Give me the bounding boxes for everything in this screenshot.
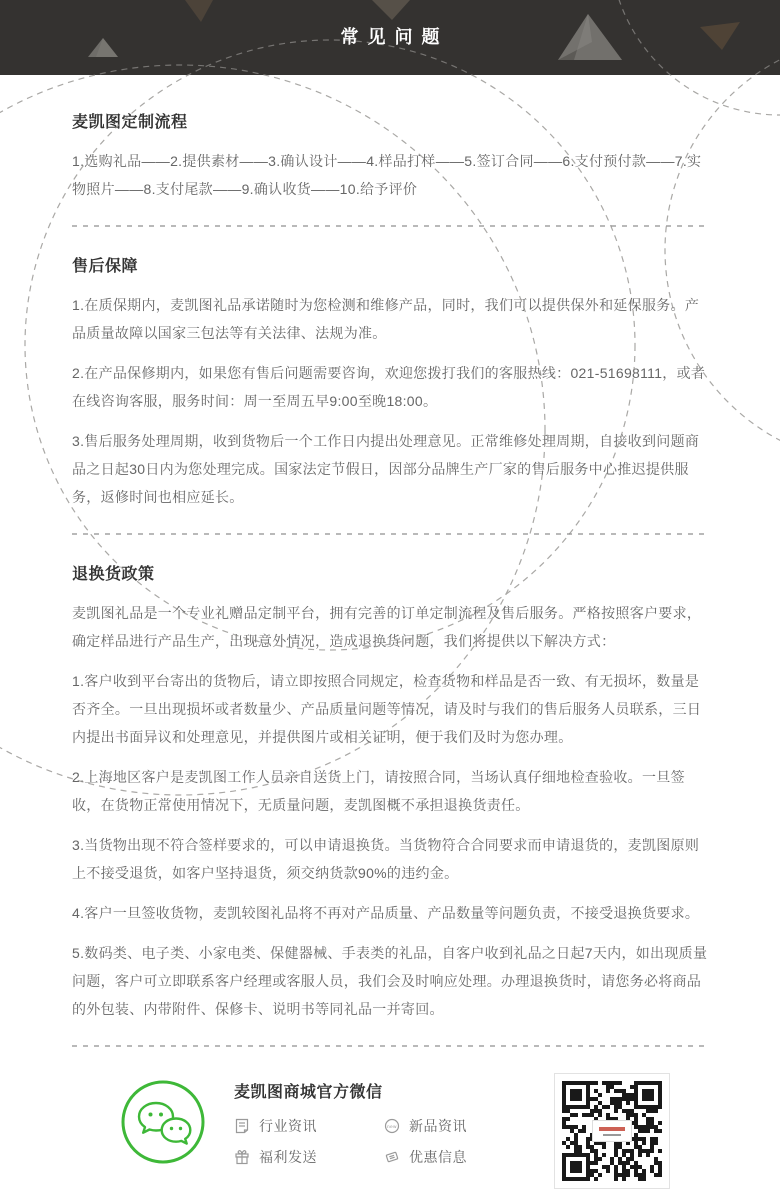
dashed-divider [72,1045,708,1047]
section-heading: 退换货政策 [72,566,155,583]
section-paragraph: 5.数码类、电子类、小家电类、保健器械、手表类的礼品，自客户收到礼品之日起7天内，如出现质量问题，客户可立即联系客户经理或客服人员，我们会及时响应处理。办理退换货时，请您务必将商品的外包装、内带附件、保修卡、说明书等同礼品一并寄回。 [72,945,708,1017]
news-doc-icon [234,1118,250,1134]
feature-benefits [234,1147,384,1167]
new-badge-icon [384,1118,400,1134]
page-title: 常见问题 [340,27,449,47]
section-custom-process [72,109,708,203]
wechat-feature-grid [234,1116,534,1167]
section-paragraph: 1.在质保期内，麦凯图礼品承诺随时为您检测和维修产品，同时，我们可以提供保外和延保服务。产品质量故障以国家三包法等有关法律、法规为准。 [72,297,700,341]
feature-label: 福利发送 [259,1149,317,1165]
section-paragraph: 1.客户收到平台寄出的货物后，请立即按照合同规定，检查货物和样品是否一致、有无损坏，数量是否齐全。一旦出现损坏或者数量少、产品质量问题等情况，请及时与我们的售后服务人员联系，三日内提出书面异议和处理意见，并提供图片或相关证明，便于我们及时为您办理。 [72,673,702,745]
section-heading: 麦凯图定制流程 [72,114,188,131]
section-paragraph: 2.上海地区客户是麦凯图工作人员亲自送货上门，请按照合同，当场认真仔细地检查验收。一旦签收，在货物正常使用情况下，无质量问题，麦凯图概不承担退换货责任。 [72,769,685,813]
wechat-info [234,1079,534,1167]
page-header [0,0,780,75]
section-heading: 售后保障 [72,258,139,275]
dashed-divider [72,533,708,535]
feature-label: 优惠信息 [409,1149,467,1165]
feature-discount-info [384,1147,534,1167]
feature-label: 行业资讯 [259,1118,317,1134]
section-paragraph: 麦凯图礼品是一个专业礼赠品定制平台，拥有完善的订单定制流程及售后服务。严格按照客户要求，确定样品进行产品生产，出现意外情况，造成退换货问题，我们将提供以下解决方式： [72,605,702,649]
svg-text:new: new [387,1123,397,1129]
wechat-icon [120,1079,206,1170]
wechat-account-title: 麦凯图商城官方微信 [234,1084,383,1101]
wechat-footer [0,1073,780,1189]
section-paragraph: 3.当货物出现不符合签样要求的，可以申请退换货。当货物符合合同要求而申请退货的，麦凯图原则上不接受退货，如客户坚持退货，须交纳货款90%的违约金。 [72,837,700,881]
section-paragraph: 2.在产品保修期内，如果您有售后问题需要咨询，欢迎您拨打我们的客服热线：021-51698111，或者在线咨询客服，服务时间：周一至周五早9:00至晚18:00。 [72,365,706,409]
section-return-policy [72,561,708,1023]
feature-new-products [384,1116,534,1136]
qr-code [554,1073,670,1189]
coupon-icon [384,1149,400,1165]
feature-industry-news [234,1116,384,1136]
faq-content [0,75,780,1047]
section-paragraph: 1.选购礼品——2.提供素材——3.确认设计——4.样品打样——5.签订合同——6.支付预付款——7.实物照片——8.支付尾款——9.确认收货——10.给予评价 [72,153,702,197]
section-paragraph: 4.客户一旦签收货物，麦凯较图礼品将不再对产品质量、产品数量等问题负责，不接受退换货要求。 [72,905,700,921]
section-paragraph: 3.售后服务处理周期，收到货物后一个工作日内提出处理意见。正常维修处理周期，自接收到问题商品之日起30日内为您处理完成。国家法定节假日，因部分品牌生产厂家的售后服务中心推迟提供服务，返修时间也相应延长。 [72,433,700,505]
dashed-divider [72,225,708,227]
qr-center-logo [592,1120,632,1142]
section-after-sales [72,253,708,511]
gift-icon [234,1149,250,1165]
feature-label: 新品资讯 [409,1118,467,1134]
